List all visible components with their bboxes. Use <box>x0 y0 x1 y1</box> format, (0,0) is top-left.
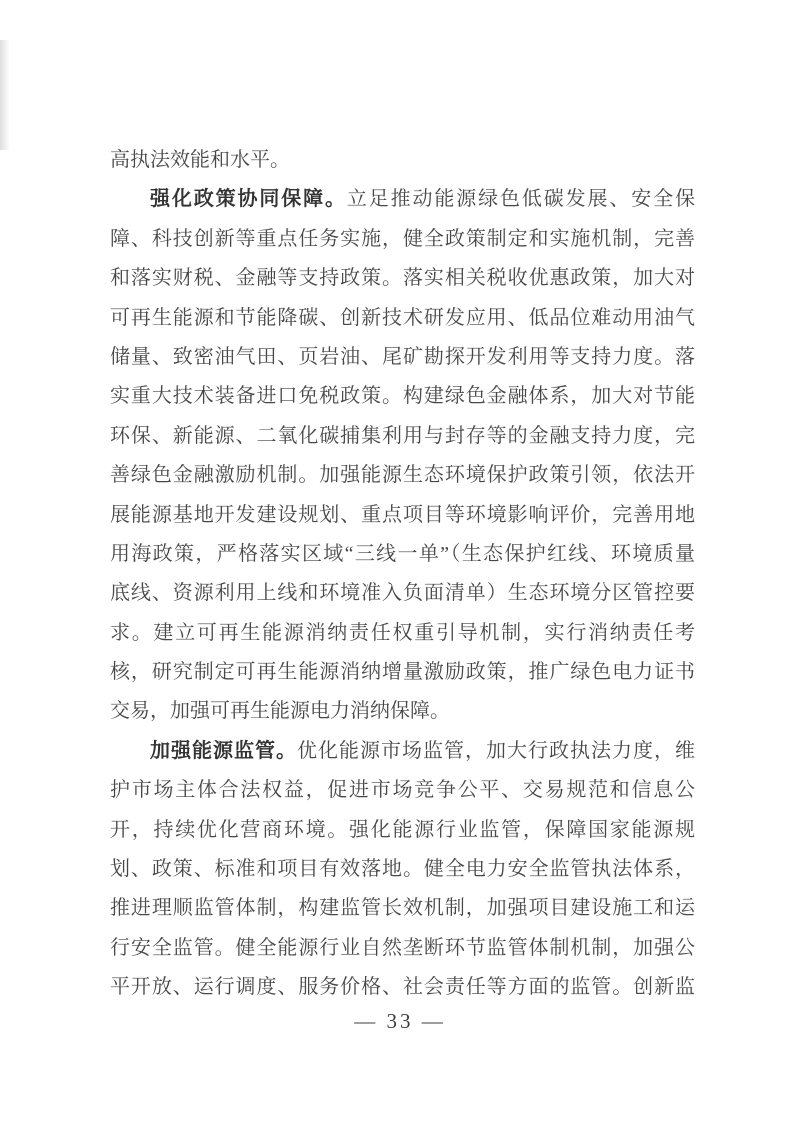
text-line: 推进理顺监管体制，构建监管长效机制，加强项目建设施工和运 <box>110 897 695 920</box>
text-line: 开，持续优化营商环境。强化能源行业监管，保障国家能源规 <box>110 818 695 841</box>
text-line: 展能源基地开发建设规划、重点项目等环境影响评价，完善用地 <box>110 503 695 526</box>
text-line: 交易，加强可再生能源电力消纳保障。 <box>110 700 450 723</box>
text-line: 用海政策，严格落实区域“三线一单”（生态保护红线、环境质量 <box>110 542 695 565</box>
document-body <box>110 141 695 1008</box>
text-line: 行安全监管。健全能源行业自然垄断环节监管体制机制，加强公 <box>110 936 695 959</box>
text-line: 强化政策协同保障。立足推动能源绿色低碳发展、安全保 <box>150 188 695 211</box>
text-line: 可再生能源和节能降碳、创新技术研发应用、低品位难动用油气 <box>110 306 695 329</box>
text-line: 加强能源监管。优化能源市场监管，加大行政执法力度，维 <box>150 739 695 762</box>
text-line: 善绿色金融激励机制。加强能源生态环境保护政策引领，依法开 <box>110 464 695 487</box>
text-line: 核，研究制定可再生能源消纳增量激励政策，推广绿色电力证书 <box>110 661 695 684</box>
text-line: 实重大技术装备进口免税政策。构建绿色金融体系，加大对节能 <box>110 385 695 408</box>
text-line: 环保、新能源、二氧化碳捕集利用与封存等的金融支持力度，完 <box>110 424 695 447</box>
text-line: 障、科技创新等重点任务实施，健全政策制定和实施机制，完善 <box>110 227 695 250</box>
text-line: 求。建立可再生能源消纳责任权重引导机制，实行消纳责任考 <box>110 621 695 644</box>
text-line: 划、政策、标准和项目有效落地。健全电力安全监管执法体系， <box>110 858 695 881</box>
text-line: 平开放、运行调度、服务价格、社会责任等方面的监管。创新监 <box>110 976 695 999</box>
page-number: — 33 — <box>354 1009 446 1033</box>
paragraph-bold-lead: 强化政策协同保障。 <box>150 188 347 211</box>
text-line: 和落实财税、金融等支持政策。落实相关税收优惠政策，加大对 <box>110 267 695 290</box>
text-line: 高执法效能和水平。 <box>110 149 290 171</box>
text-line: 底线、资源利用上线和环境准入负面清单）生态环境分区管控要 <box>110 582 695 605</box>
paragraph-bold-lead: 加强能源监管。 <box>150 739 297 762</box>
text-line: 储量、致密油气田、页岩油、尾矿勘探开发利用等支持力度。落 <box>110 345 695 368</box>
scan-edge-artifact <box>0 40 10 150</box>
text-line: 护市场主体合法权益，促进市场竞争公平、交易规范和信息公 <box>110 779 695 802</box>
